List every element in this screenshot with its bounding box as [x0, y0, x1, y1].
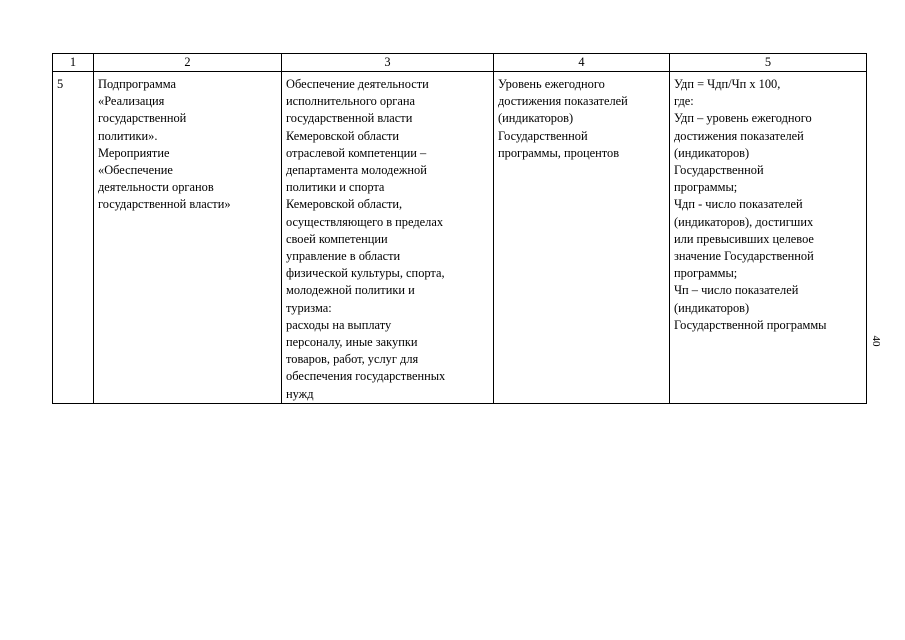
cell-text-line: управление в области — [286, 249, 401, 264]
cell-text-line: Чдп - число показателей — [674, 197, 803, 212]
cell-text-line: Уровень ежегодного — [498, 77, 605, 91]
header-col-2: 2 — [94, 54, 282, 72]
cell-text-line: (индикаторов), достигших — [674, 214, 814, 229]
cell-text-line: Удп – уровень ежегодного — [674, 111, 812, 126]
cell-text-line: персоналу, иные закупки — [286, 335, 418, 350]
cell-text-line: достижения показателей — [674, 128, 804, 143]
header-col-1: 1 — [53, 54, 94, 72]
cell-text-line: нужд — [286, 386, 314, 401]
cell-text-line: Кемеровской области, — [286, 197, 403, 212]
cell-text-line: деятельности органов — [98, 180, 214, 195]
cell-text-line: Мероприятие — [98, 145, 170, 160]
cell-text-line: государственной власти» — [98, 197, 231, 212]
cell-text-line: товаров, работ, услуг для — [286, 352, 419, 367]
subprogram-cell — [94, 72, 282, 404]
cell-text-line: своей компетенции — [286, 231, 388, 246]
cell-text-line: где: — [674, 94, 694, 109]
cell-text-line: расходы на выплату — [286, 317, 392, 332]
cell-text-line: «Реализация — [98, 94, 165, 109]
cell-text-line: осуществляющего в пределах — [286, 214, 444, 229]
cell-text-line: обеспечения государственных — [286, 369, 446, 384]
cell-text-line: Удп = Чдп/Чп х 100, — [674, 77, 781, 91]
cell-text-line: государственной — [98, 111, 187, 126]
header-col-4: 4 — [494, 54, 670, 72]
cell-text-line: физической культуры, спорта, — [286, 266, 445, 281]
header-col-5: 5 — [670, 54, 867, 72]
activity-cell — [282, 72, 494, 404]
cell-text-line: программы; — [674, 180, 738, 195]
table-row — [53, 72, 867, 404]
cell-text-line: Кемеровской области — [286, 128, 400, 143]
cell-text-line: исполнительного органа — [286, 94, 415, 109]
cell-text-line: департамента молодежной — [286, 163, 427, 178]
cell-text-line: Обеспечение деятельности — [286, 77, 429, 91]
cell-text-line: молодежной политики и — [286, 283, 415, 298]
cell-text-line: Государственной программы — [674, 317, 827, 332]
cell-text-line: (индикаторов) — [674, 145, 750, 160]
cell-text-line: туризма: — [286, 300, 332, 315]
table-header-row — [53, 54, 867, 72]
page-number: 40 — [870, 335, 882, 347]
cell-text-line: политики». — [98, 128, 158, 143]
row-number-cell: 5 — [53, 72, 94, 404]
cell-text-line: «Обеспечение — [98, 163, 173, 178]
cell-text-line: достижения показателей — [498, 94, 628, 109]
cell-text-line: Государственной — [498, 128, 588, 143]
indicator-table — [52, 53, 867, 404]
cell-text-line: Подпрограмма — [98, 77, 176, 91]
cell-text-line: Государственной — [674, 163, 764, 178]
cell-text-line: политики и спорта — [286, 180, 385, 195]
cell-text-line: государственной власти — [286, 111, 413, 126]
header-col-3: 3 — [282, 54, 494, 72]
cell-text-line: или превысивших целевое — [674, 231, 814, 246]
cell-text-line: значение Государственной — [674, 249, 814, 264]
cell-text-line: (индикаторов) — [498, 111, 574, 126]
formula-cell — [670, 72, 867, 404]
cell-text-line: отраслевой компетенции – — [286, 145, 427, 160]
indicator-name-cell — [494, 72, 670, 404]
cell-text-line: (индикаторов) — [674, 300, 750, 315]
cell-text-line: программы, процентов — [498, 145, 620, 160]
cell-text-line: программы; — [674, 266, 738, 281]
cell-text-line: Чп – число показателей — [674, 283, 799, 298]
